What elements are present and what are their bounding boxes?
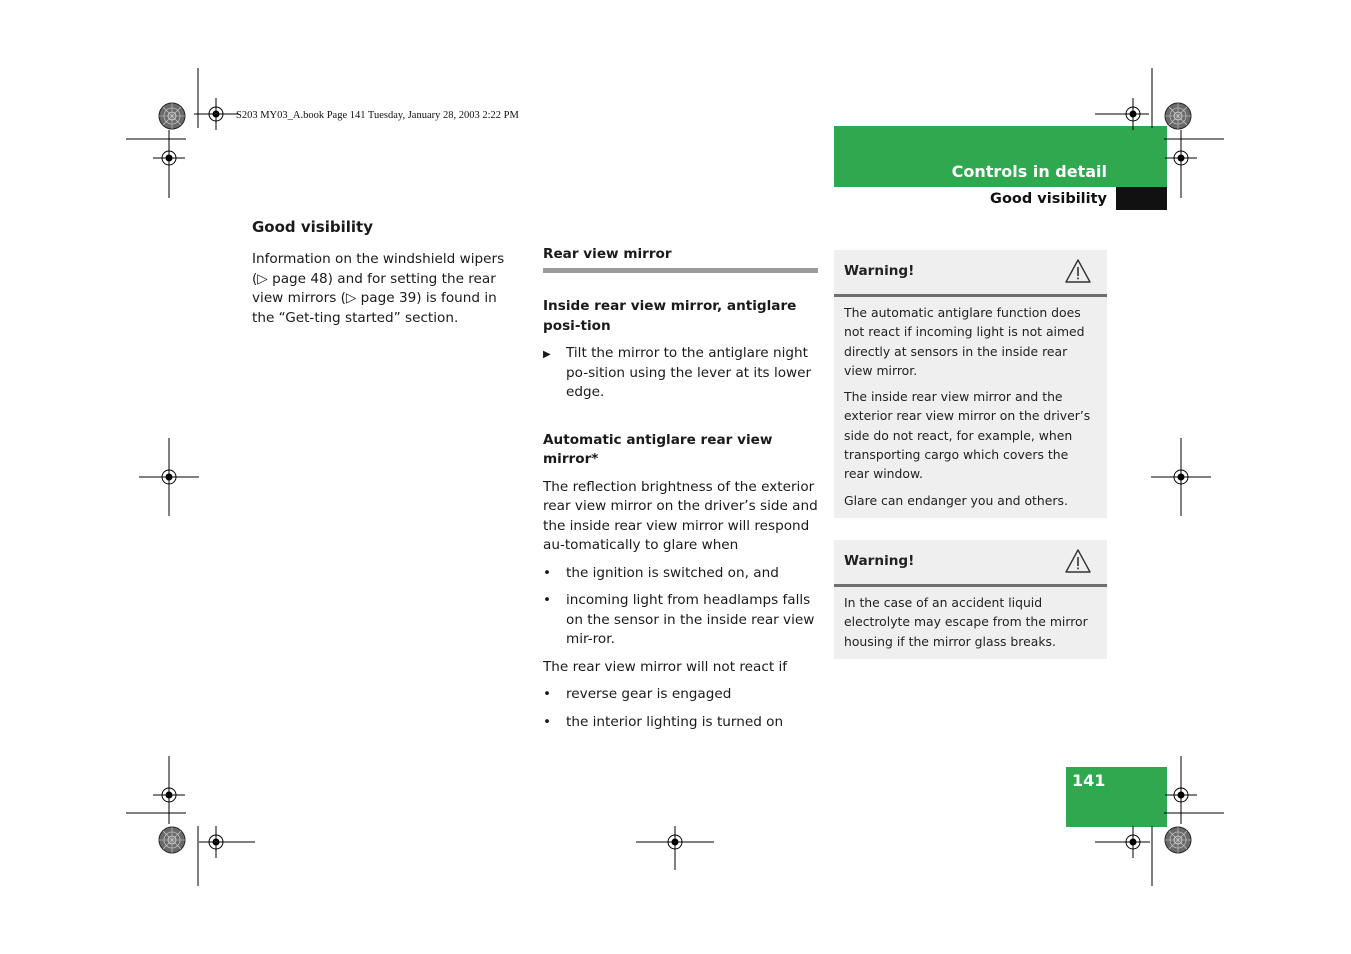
bullet-icon: •: [543, 592, 552, 608]
warning-paragraph: The automatic antiglare function does not react if incoming light is not aimed directly at sensors in the inside rear view mirror.: [844, 305, 1085, 378]
page-title: Good visibility: [252, 218, 373, 236]
automatic-antiglare-heading: Automatic antiglare rear view mirror*: [543, 431, 773, 467]
not-react-paragraph: The rear view mirror will not react if: [543, 658, 788, 675]
bullet-icon: •: [543, 713, 552, 730]
warning-title: Warning!: [844, 552, 915, 569]
step-text: Tilt the mirror to the antiglare night po-sition using the lever at its lower edge.: [566, 345, 812, 400]
warning-paragraph: Glare can endanger you and others.: [844, 492, 1068, 508]
registration-mark-icon: [153, 98, 1197, 858]
print-info: S203 MY03_A.book Page 141 Tuesday, January 28, 2003 2:22 PM: [236, 110, 519, 121]
bullet-icon: •: [543, 686, 552, 702]
list-item-text: incoming light from headlamps falls on the sensor in the inside rear view mir-ror.: [566, 592, 815, 647]
list-item-text: the interior lighting is turned on: [566, 713, 784, 730]
warning-title: Warning!: [844, 263, 915, 279]
antiglare-position-heading: Inside rear view mirror, antiglare posi-tion: [543, 298, 797, 334]
intro-text: Information on the windshield wipers (▷ page 48) and for setting the rear view mirrors (▷ page 39) is found in the “Get-ting started” section.: [252, 251, 505, 326]
warning-paragraph: The inside rear view mirror and the exterior rear view mirror on the driver’s side do not react, for example, when transporting cargo which covers the rear window.: [844, 389, 1091, 482]
warning-paragraph: In the case of an accident liquid electrolyte may escape from the mirror housing if the mirror glass breaks.: [844, 594, 1088, 649]
color-target-icon: [159, 103, 1191, 853]
reflection-paragraph: The reflection brightness of the exterior rear view mirror on the driver’s side and the inside rear view mirror will respond au-tomatically to glare when: [543, 478, 818, 553]
bullet-icon: •: [543, 564, 552, 581]
section-title: Good visibility: [990, 191, 1107, 207]
step-arrow-icon: ▶: [543, 349, 551, 360]
rear-view-mirror-heading: Rear view mirror: [543, 246, 672, 262]
chapter-title: Controls in detail: [951, 162, 1107, 181]
list-item-text: the ignition is switched on, and: [566, 564, 779, 581]
page-number: 141: [1072, 771, 1106, 790]
list-item-text: reverse gear is engaged: [566, 686, 732, 702]
